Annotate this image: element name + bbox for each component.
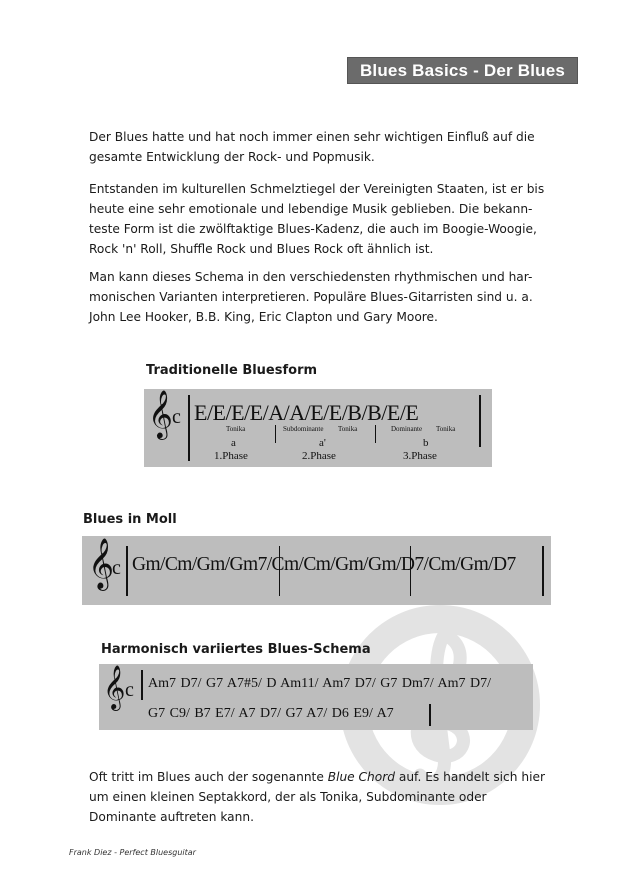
treble-clef-icon: 𝄞 <box>148 389 173 438</box>
intro-paragraph <box>89 127 549 167</box>
function-label: Tonika <box>436 425 456 433</box>
history-paragraph <box>89 179 549 259</box>
text-line <box>89 767 549 787</box>
phase-letter: a <box>231 437 236 449</box>
text-line: John Lee Hooker, B.B. King, Eric Clapton und Gary Moore. <box>89 310 438 324</box>
treble-clef-icon: 𝄞 <box>88 538 115 589</box>
text-line: teste Form ist die zwölftaktige Blues-Kadenz, die auch im Boogie-Woogie, <box>89 222 537 236</box>
text-line: Entstanden im kulturellen Schmelztiegel der Vereinigten Staaten, ist er bis <box>89 182 545 196</box>
phase-label: 1.Phase <box>214 450 248 462</box>
final-bar-line <box>542 546 544 596</box>
minor-blues-heading: Blues in Moll <box>83 512 177 527</box>
phase-letter: b <box>423 437 429 449</box>
text-line: heute eine sehr emotionale und lebendige Musik geblieben. Die bekann- <box>89 202 533 216</box>
variation-blues-heading: Harmonisch variiertes Blues-Schema <box>101 642 371 657</box>
traditional-blues-staff <box>144 389 492 467</box>
text-line: Der Blues hatte und hat noch immer einen sehr wichtigen Einfluß auf die <box>89 130 535 144</box>
section-header <box>347 57 578 84</box>
function-label: Tonika <box>338 425 358 433</box>
emphasis-blue-chord: Blue Chord <box>327 770 395 784</box>
phase-letter: a' <box>319 437 326 449</box>
text-line: um einen kleinen Septakkord, der als Tonika, Subdominante oder <box>89 790 487 804</box>
page-title: Blues Basics - Der Blues <box>359 60 566 80</box>
common-time-symbol: c <box>172 406 181 428</box>
bar-line <box>126 546 128 596</box>
text-fragment: Oft tritt im Blues auch der sogenannte <box>89 770 328 784</box>
text-line: Rock 'n' Roll, Shuffle Rock und Blues Rock oft ähnlich ist. <box>89 242 434 256</box>
phase-label: 3.Phase <box>403 450 437 462</box>
chord-sequence-line-2: G7 C9/ B7 E7/ A7 D7/ G7 A7/ D6 E9/ A7 <box>148 706 394 721</box>
phase-divider <box>375 425 376 443</box>
phase-label: 2.Phase <box>302 450 336 462</box>
traditional-blues-heading: Traditionelle Bluesform <box>146 363 318 378</box>
text-fragment: auf. Es handelt sich hier <box>394 770 545 784</box>
function-label: Subdominante <box>283 425 324 433</box>
minor-blues-staff <box>82 536 551 605</box>
common-time-symbol: c <box>112 557 121 579</box>
chord-sequence-line-1: Am7 D7/ G7 A7#5/ D Am11/ Am7 D7/ G7 Dm7/ Am7 D7/ <box>148 676 492 691</box>
text-line: monischen Varianten interpretieren. Populäre Blues-Gitarristen sind u. a. <box>89 290 533 304</box>
bar-line <box>141 670 143 700</box>
variation-blues-staff <box>99 664 533 730</box>
treble-clef-icon: 𝄞 <box>103 665 126 709</box>
phase-divider <box>275 425 276 443</box>
final-bar-line <box>429 704 431 726</box>
chord-sequence: Gm/Cm/Gm/Gm7/Cm/Cm/Gm/Gm/D7/Cm/Gm/D7 <box>132 554 516 575</box>
common-time-symbol: c <box>125 679 134 701</box>
bar-line <box>188 395 190 461</box>
final-bar-line <box>479 395 481 447</box>
blue-chord-paragraph <box>89 767 549 827</box>
text-line: gesamte Entwicklung der Rock- und Popmusik. <box>89 150 375 164</box>
text-line: Man kann dieses Schema in den verschiedensten rhythmischen und har- <box>89 270 533 284</box>
function-label: Tonika <box>226 425 246 433</box>
function-label: Dominante <box>391 425 423 433</box>
page-footer: Frank Diez - Perfect Bluesguitar <box>69 848 196 857</box>
chord-sequence: E/E/E/E/A/A/E/E/B/B/E/E <box>194 400 419 425</box>
variants-paragraph <box>89 267 549 327</box>
text-line: Dominante auftreten kann. <box>89 810 254 824</box>
